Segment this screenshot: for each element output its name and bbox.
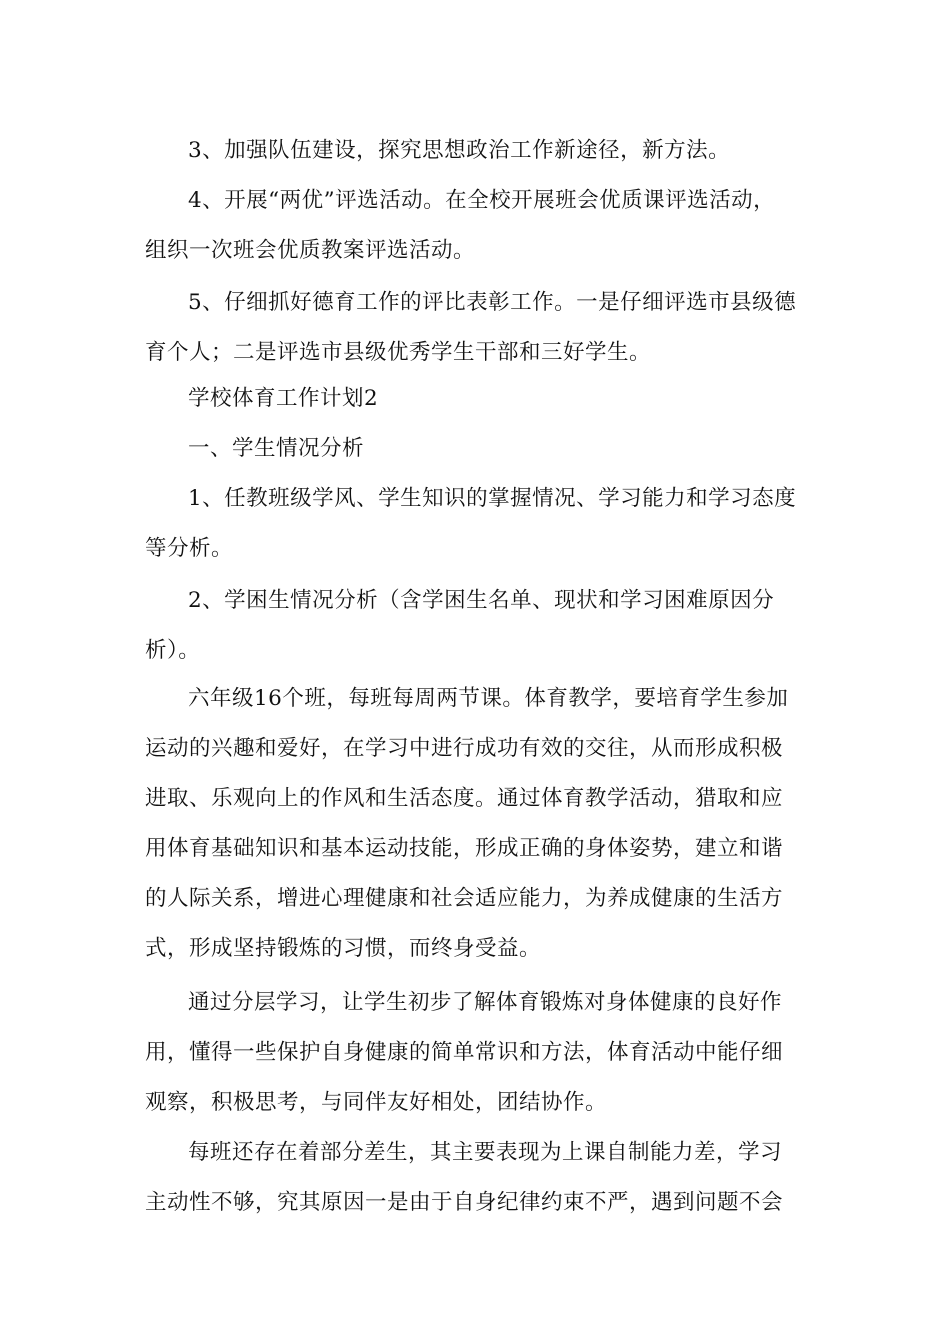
text-line: 3、加强队伍建设，探究思想政治工作新途径，新方法。: [188, 138, 731, 163]
paragraph-item-4: [145, 176, 810, 276]
text-line: 4、开展“两优”评选活动。在全校开展班会优质课评选活动，: [188, 188, 776, 213]
text-line: 学校体育工作计划2: [188, 386, 379, 411]
paragraph-analysis-2: [145, 576, 810, 676]
text-line: 2、学困生情况分析（含学困生名单、现状和学习困难原因分: [188, 588, 775, 613]
text-line: 观察，积极思考，与同伴友好相处，团结协作。: [145, 1090, 608, 1115]
text-line: 等分析。: [145, 536, 234, 561]
text-line: 一、学生情况分析: [188, 436, 365, 461]
text-line: 析）。: [145, 638, 201, 663]
text-line: 进取、乐观向上的作风和生活态度。通过体育教学活动，猎取和应: [145, 786, 784, 811]
paragraph-analysis-1: [145, 474, 810, 574]
text-line: 用，懂得一些保护自身健康的简单常识和方法，体育活动中能仔细: [145, 1040, 784, 1065]
paragraph-body: [145, 674, 810, 974]
text-line: 用体育基础知识和基本运动技能，形成正确的身体姿势，建立和谐: [145, 836, 784, 861]
text-line: 六年级16个班，每班每周两节课。体育教学，要培育学生参加: [188, 686, 789, 711]
text-line: 通过分层学习，让学生初步了解体育锻炼对身体健康的良好作: [188, 990, 783, 1015]
text-line: 每班还存在着部分差生，其主要表现为上课自制能力差，学习: [188, 1140, 783, 1165]
text-line: 运动的兴趣和爱好，在学习中进行成功有效的交往，从而形成积极: [145, 736, 784, 761]
paragraph-item-5: [145, 278, 810, 378]
paragraph-body: [145, 978, 810, 1128]
text-line: 式，形成坚持锻炼的习惯，而终身受益。: [145, 936, 542, 961]
text-line: 的人际关系，增进心理健康和社会适应能力，为养成健康的生活方: [145, 886, 784, 911]
paragraph-item-3: [145, 126, 810, 176]
text-line: 主动性不够，究其原因一是由于自身纪律约束不严，遇到问题不会: [145, 1190, 784, 1215]
section-heading: [145, 424, 810, 474]
section-title: [145, 374, 810, 424]
text-line: 1、任教班级学风、学生知识的掌握情况、学习能力和学习态度: [188, 486, 797, 511]
text-line: 5、仔细抓好德育工作的评比表彰工作。一是仔细评选市县级德: [188, 290, 797, 315]
paragraph-body: [145, 1128, 810, 1228]
text-line: 组织一次班会优质教案评选活动。: [145, 238, 476, 263]
text-line: 育个人；二是评选市县级优秀学生干部和三好学生。: [145, 340, 652, 365]
